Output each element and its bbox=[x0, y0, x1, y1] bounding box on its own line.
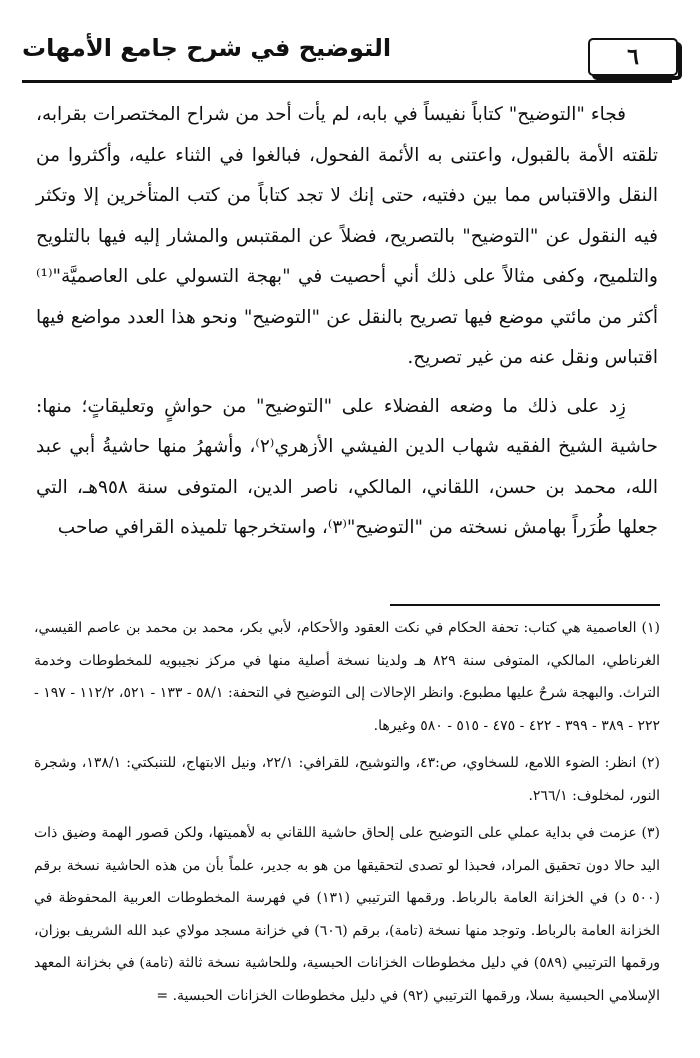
running-title: التوضيح في شرح جامع الأمهات bbox=[22, 34, 392, 62]
page-number: ٦ bbox=[588, 38, 678, 76]
main-text bbox=[36, 95, 658, 549]
paragraph: فجاء "التوضيح" كتاباً نفيساً في بابه، لم يأت أحد من شراح المختصرات بقرابه، تلقته الأمة بالقبول، واعتنى به الأئمة الفحول، فبالغوا في الثناء عليه، وأكثروا من النقل والاقتباس مما بين دفتيه، حتى إنك لا تجد كتاباً من كتب المتأخرين إلا وتكثر فيه النقول عن "التوضيح" بالتصريح، فضلاً عن المقتبس والمشار إليه فيها بالتلويح والتلميح، وكفى مثالاً على ذلك أني أحصيت في "بهجة التسولي على العاصميَّة"⁽¹⁾ أكثر من مائتي موضع فيها تصريح بالنقل عن "التوضيح" ونحو هذا العدد مواضع فيها اقتباس ونقل عنه من غير تصريح. bbox=[36, 104, 658, 368]
footnote-separator bbox=[390, 604, 660, 606]
footnote: (٣) عزمت في بداية عملي على التوضيح على إلحاق حاشية اللقاني به لأهميتها، ولكن قصور الهمة وضيق ذات اليد حالا دون تحقيق المراد، فحبذا لو تصدى لتحقيقها من هو به جدير، علماً بأن من هذه الحاشية نسخة برقم (٥٠٠ د) في الخزانة العامة بالرباط. ورقمها الترتيبي (١٣١) في فهرسة المخطوطات العربية المحفوظة في الخزانة العامة بالرباط. وتوجد منها نسخة (تامة)، برقم (٦٠٦) في خزانة مسجد مولاي عبد الله الشريف بوزان، ورقمها الترتيبي (٥٨٩) في دليل مخطوطات الخزانات الحبسية، وللحاشية نسخة ثالثة (تامة) في بخزانة المعهد الإسلامي الحبسية بسلا، ورقمها الترتيبي (٩٢) في دليل مخطوطات الخزانات الحبسية. = bbox=[34, 825, 661, 1004]
footnote: (١) العاصمية هي كتاب: تحفة الحكام في نكت العقود والأحكام، لأبي بكر، محمد بن محمد بن عاصم القيسي، الغرناطي، المالكي، المتوفى سنة ٨٢٩ هـ ولدينا نسخة أصلية منها في مركز نجيبويه للمخطوطات وخدمة التراث. والبهجة شرحٌ عليها مطبوع. وانظر الإحالات إلى التوضيح في التحفة: ٥٨/١ - ١٣٣ - ٥٢١، ١١٢/٢ - ١٩٧ - ٢٢٢ - ٣٨٩ - ٣٩٩ - ٤٢٢ - ٤٧٥ - ٥١٥ - ٥٨٠ وغيرها. bbox=[34, 620, 661, 734]
header-rule bbox=[22, 80, 672, 83]
paragraph: زِد على ذلك ما وضعه الفضلاء على "التوضيح" من حواشٍ وتعليقاتٍ؛ منها: حاشية الشيخ الفقيه شهاب الدين الفيشي الأزهري⁽٢⁾، وأشهرُ منها حاشيةُ أبي عبد الله، محمد بن حسن، اللقاني، المالكي، ناصر الدين، المتوفى سنة ٩٥٨هـ، التي جعلها طُرَراً بهامش نسخته من "التوضيح"⁽٣⁾، واستخرجها تلميذه القرافي صاحب bbox=[36, 395, 658, 538]
page-header bbox=[22, 34, 678, 84]
footnotes bbox=[34, 612, 660, 1017]
footnote: (٢) انظر: الضوء اللامع، للسخاوي، ص:٤٣، والتوشيح، للقرافي: ٢٢/١، ونيل الابتهاج، للتنبكتي: ١٣٨/١، وشجرة النور، لمخلوف: ٢٦٦/١. bbox=[34, 755, 660, 804]
